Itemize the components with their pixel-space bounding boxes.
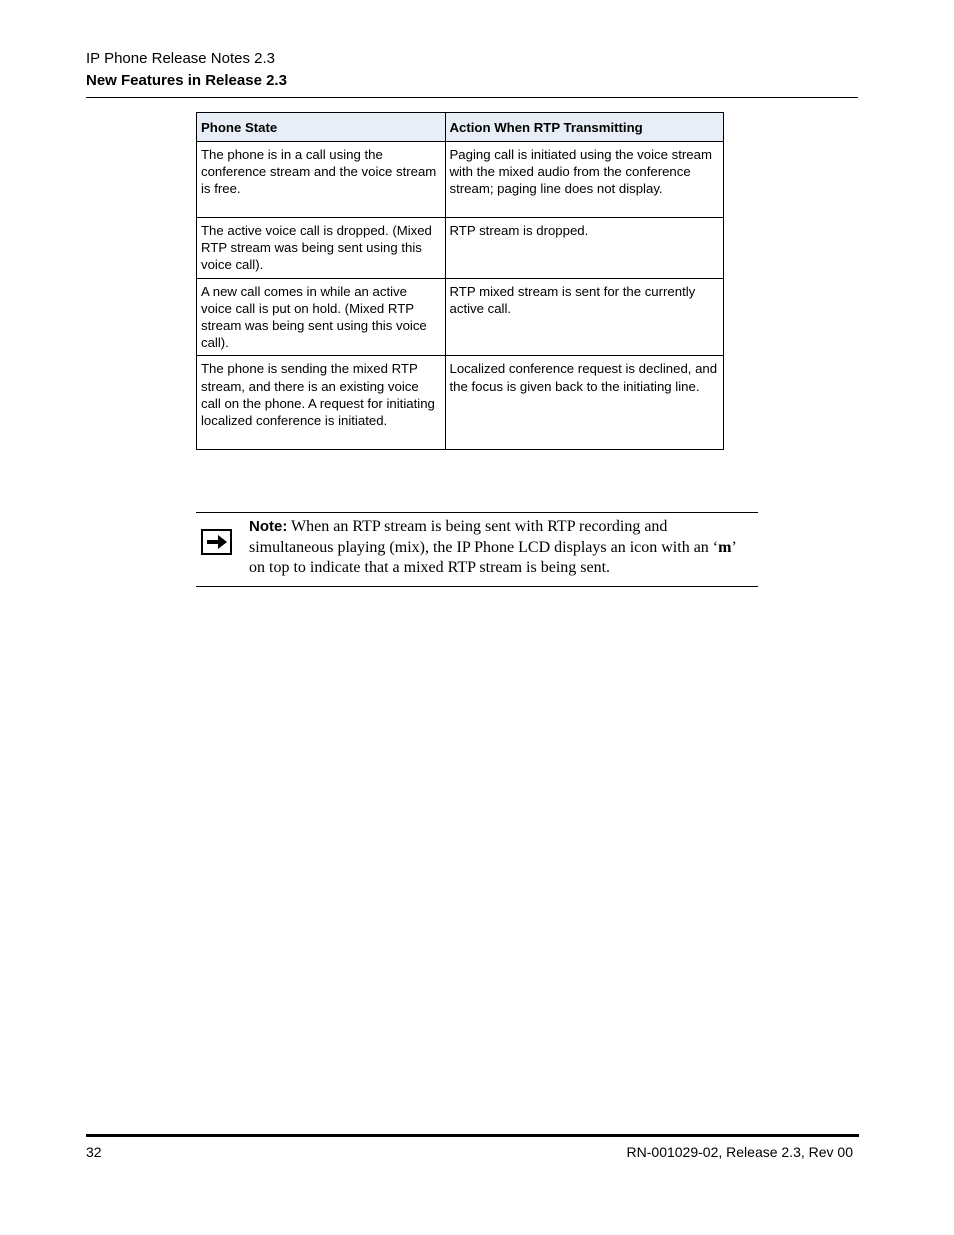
running-header-title: IP Phone Release Notes 2.3 <box>86 50 276 67</box>
note-bottom-rule <box>196 586 758 587</box>
running-header-section: New Features in Release 2.3 <box>86 72 287 89</box>
note-text <box>249 517 754 579</box>
table-cell: The phone is in a call using the conference stream and the voice stream is free. <box>197 142 446 218</box>
table-cell: Localized conference request is declined, and the focus is given back to the initiating line. <box>445 356 723 450</box>
table-row <box>197 278 724 356</box>
table-cell: The active voice call is dropped. (Mixed RTP stream was being sent using this voice call). <box>197 218 446 279</box>
table-cell: A new call comes in while an active voice call is put on hold. (Mixed RTP stream was being sent using this voice call). <box>197 278 446 356</box>
arrow-right-icon <box>201 529 232 555</box>
table-cell: The phone is sending the mixed RTP stream, and there is an existing voice call on the phone. A request for initiating localized conference is initiated. <box>197 356 446 450</box>
table-header-row <box>197 113 724 142</box>
note-label: Note: <box>249 518 288 535</box>
table-cell: Paging call is initiated using the voice stream with the mixed audio from the conference stream; paging line does not display. <box>445 142 723 218</box>
header-divider <box>86 97 858 98</box>
table-cell: RTP stream is dropped. <box>445 218 723 279</box>
phone-state-table <box>196 112 724 450</box>
page-number: 32 <box>86 1144 102 1160</box>
note-text-part: ’ on top to indicate that a mixed RTP stream is being sent. <box>249 538 736 576</box>
footer-divider <box>86 1134 859 1137</box>
note-emphasis: m <box>718 538 732 556</box>
note-text-part: When an RTP stream is being sent with RTP recording and simultaneous playing (mix), the IP Phone LCD displays an icon with an ‘ <box>249 518 719 556</box>
column-header-action: Action When RTP Transmitting <box>445 113 723 142</box>
table-row <box>197 142 724 218</box>
column-header-phone-state: Phone State <box>197 113 446 142</box>
note-top-rule <box>196 512 758 513</box>
table-row <box>197 356 724 450</box>
footer-doc-id: RN-001029-02, Release 2.3, Rev 00 <box>626 1144 853 1160</box>
table-row <box>197 218 724 279</box>
table-cell: RTP mixed stream is sent for the currently active call. <box>445 278 723 356</box>
